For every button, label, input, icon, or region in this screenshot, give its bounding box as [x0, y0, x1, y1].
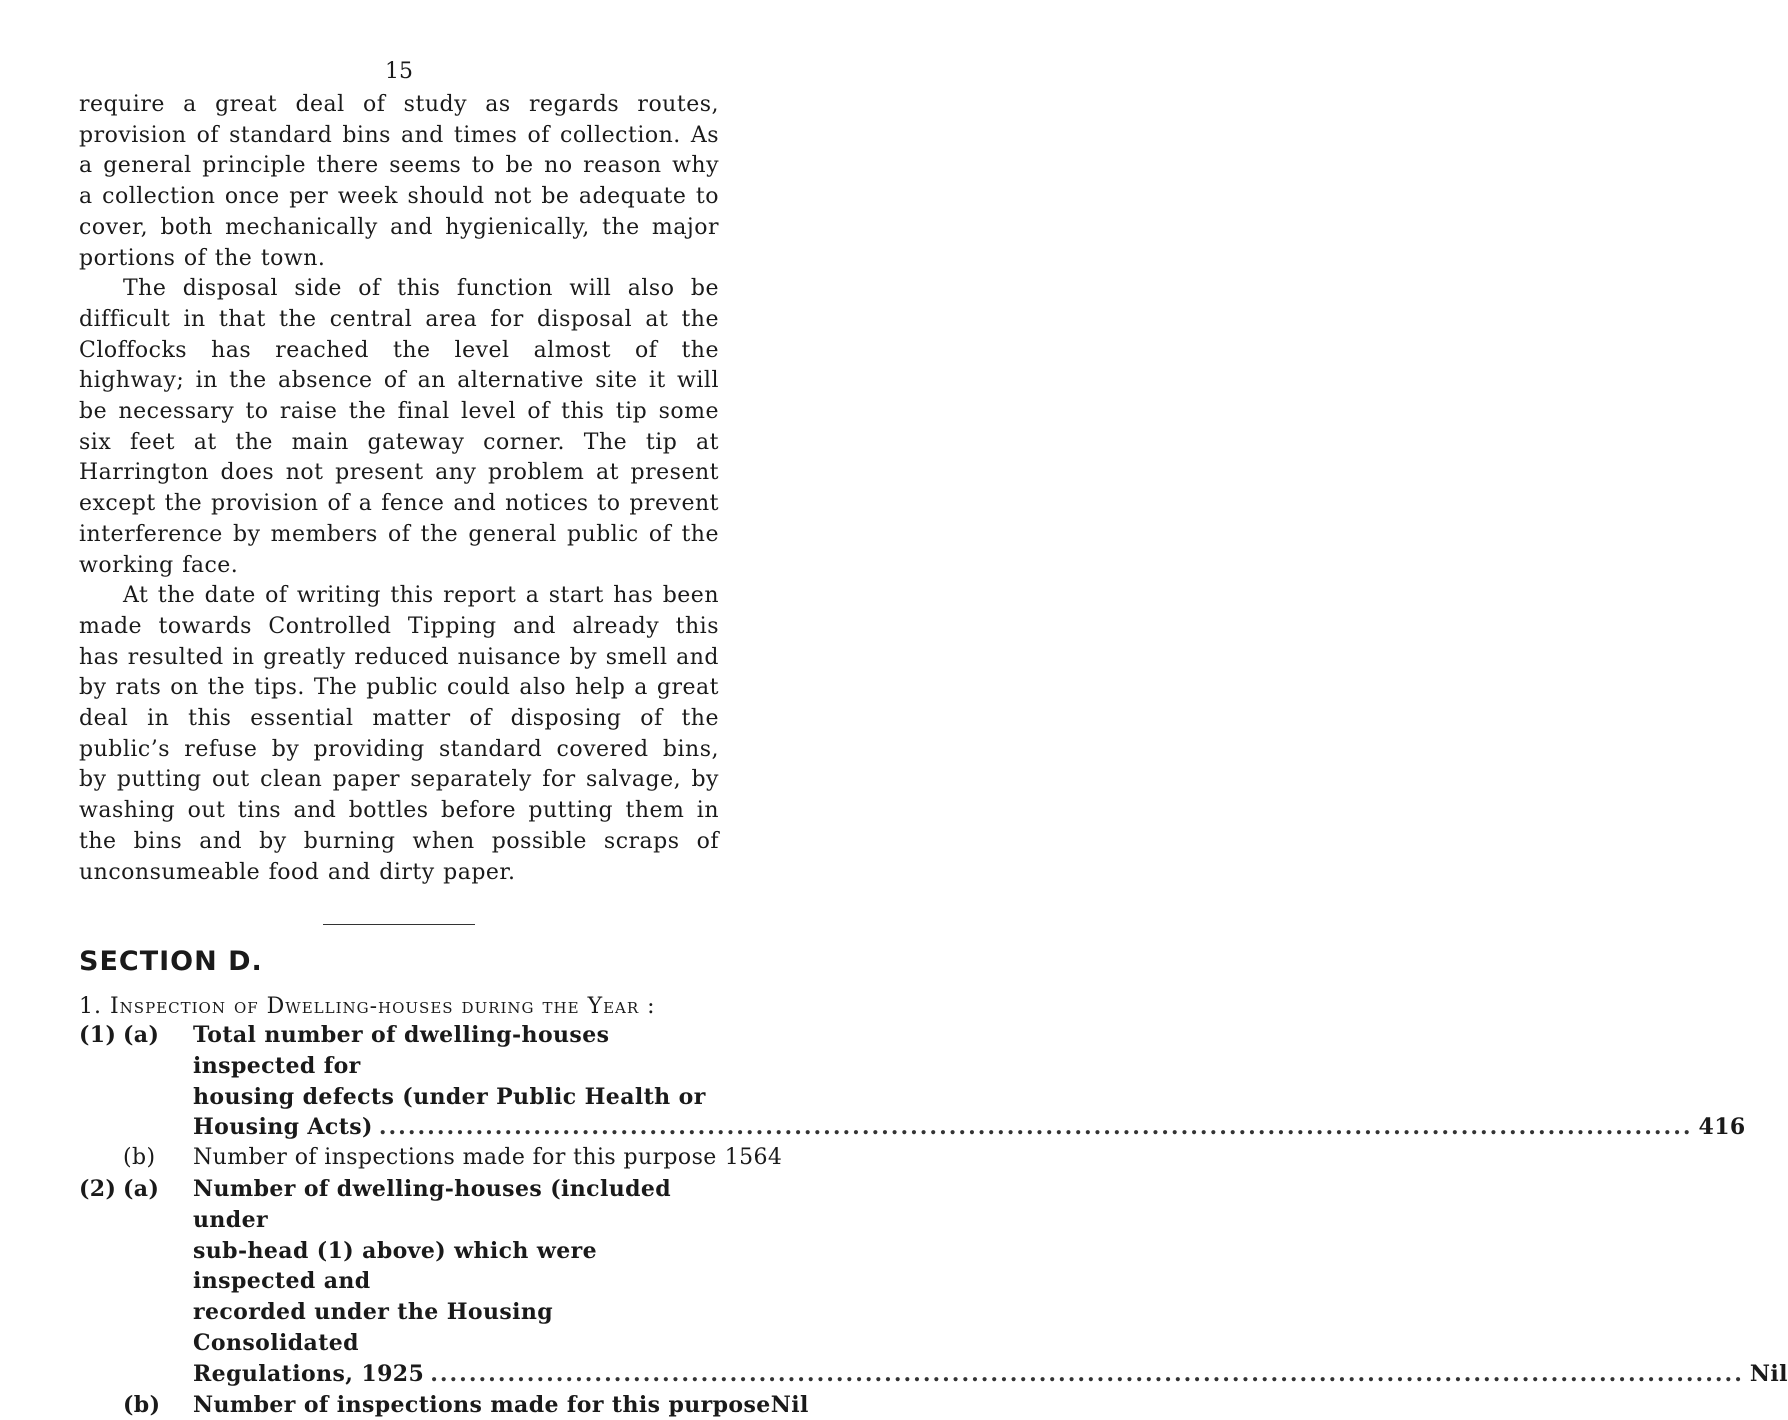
item-text-line: Number of inspections made for this purpose	[193, 1391, 771, 1418]
item-letter: (a)	[123, 1175, 160, 1202]
item-letter: (a)	[123, 1022, 160, 1048]
item-leader-line	[193, 1112, 1746, 1143]
item-letter: (b)	[123, 1391, 161, 1418]
item-leader-line	[193, 1390, 809, 1420]
item-text-line: recorded under the Housing Consolidated	[193, 1299, 554, 1356]
dot-leader	[379, 1112, 1693, 1143]
item-leader-line	[193, 1359, 1788, 1390]
item-letter: (b)	[123, 1145, 156, 1171]
item-text-line: Total number of dwelling-houses inspected for	[193, 1022, 610, 1079]
item-text-line: Regulations, 1925	[193, 1360, 425, 1387]
paragraph-controlled-tipping: At the date of writing this report a start has been made towards Controlled Tipping and already this has resulted in greatly reduced nuisance by smell and by rats on the tips. The public could also help a great deal in this essential matter of disposing of the public’s refuse by providing standard covered bins, by putting out clean paper separately for salvage, by washing out tins and bottles before putting them in the bins and by burning when possible scraps of unconsumeable food and dirty paper.	[79, 583, 719, 885]
item-text-line: sub-head (1) above) which were inspected and	[193, 1237, 597, 1295]
item-2b	[79, 1390, 809, 1420]
item-text-line: Number of inspections made for this purpose	[193, 1145, 717, 1171]
item-text-line: Housing Acts)	[193, 1114, 373, 1141]
item-text-line: Number of dwelling-houses (included under	[193, 1175, 672, 1233]
item-value: 1564	[724, 1145, 783, 1171]
item-1a	[79, 1020, 1746, 1143]
report-body	[79, 90, 719, 888]
item-number: (2)	[79, 1175, 117, 1202]
section-heading: SECTION D.	[79, 946, 263, 977]
page-number: 15	[385, 59, 413, 84]
item-value: Nil	[1749, 1360, 1788, 1387]
item-leader-line	[193, 1143, 783, 1174]
dot-leader	[430, 1359, 1744, 1390]
paragraph-refuse-collection: require a great deal of study as regards routes, provision of standard bins and times of collection. As a general principle there seems to be no reason why a collection once per week should not be adequate to cover, both mechanically and hygienically, the major portions of the town.	[79, 92, 719, 271]
inspection-items	[79, 1020, 1788, 1420]
item-value: Nil	[770, 1391, 809, 1418]
section-subheading: 1. Inspection of Dwelling-houses during the Year :	[79, 994, 656, 1019]
item-2a	[79, 1174, 1788, 1390]
paragraph-disposal: The disposal side of this function will also be difficult in that the central area for disposal at the Cloffocks has reached the level almost of the highway; in the absence of an alternative site it will be necessary to raise the final level of this tip some six feet at the main gateway corner. The tip at Harrington does not present any problem at present except the provision of a fence and notices to prevent interference by members of the general public of the working face.	[79, 276, 719, 578]
item-text-line: housing defects (under Public Health or	[193, 1083, 706, 1110]
item-1b	[79, 1143, 783, 1174]
item-value: 416	[1698, 1114, 1746, 1141]
item-number: (1)	[79, 1022, 117, 1048]
section-divider	[323, 924, 475, 925]
